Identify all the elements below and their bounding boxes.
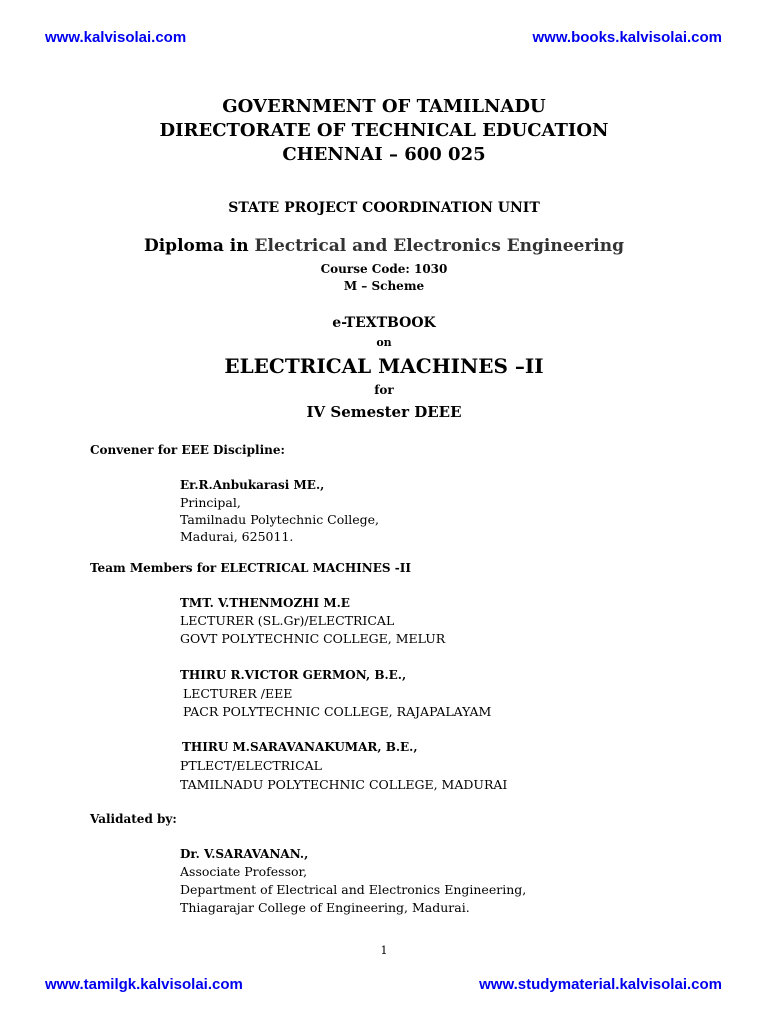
book-on: on — [376, 336, 392, 349]
page-number: 1 — [380, 944, 388, 957]
book-semester: IV Semester DEEE — [306, 403, 462, 421]
team-member-name: THIRU R.VICTOR GERMON, B.E., — [180, 668, 407, 682]
convener-line: Madurai, 625011. — [180, 529, 294, 544]
validator-line: Thiagarajar College of Engineering, Madurai. — [180, 900, 470, 915]
book-for: for — [374, 383, 394, 397]
team-member-name: THIRU M.SARAVANAKUMAR, B.E., — [182, 740, 418, 754]
validator-line: Department of Electrical and Electronics Engineering, — [180, 882, 527, 897]
scheme: M – Scheme — [343, 279, 425, 293]
header-left-link[interactable]: www.kalvisolai.com — [45, 29, 187, 46]
book-subject: ELECTRICAL MACHINES –II — [224, 354, 544, 378]
validator-line: Associate Professor, — [180, 864, 308, 879]
footer-left-link[interactable]: www.tamilgk.kalvisolai.com — [45, 976, 243, 993]
validator-heading: Validated by: — [90, 812, 177, 826]
title-line-3: CHENNAI – 600 025 — [282, 144, 486, 165]
diploma-title — [0, 236, 768, 256]
team-member-line: LECTURER /EEE — [183, 686, 293, 701]
title-line-2: DIRECTORATE OF TECHNICAL EDUCATION — [159, 120, 609, 141]
team-member-line: GOVT POLYTECHNIC COLLEGE, MELUR — [180, 631, 446, 646]
diploma-prefix: Diploma in — [143, 236, 249, 256]
footer-right-link[interactable]: www.studymaterial.kalvisolai.com — [479, 976, 722, 993]
team-member-line: TAMILNADU POLYTECHNIC COLLEGE, MADURAI — [180, 777, 508, 792]
unit-title: STATE PROJECT COORDINATION UNIT — [228, 200, 540, 216]
team-member-name: TMT. V.THENMOZHI M.E — [180, 596, 350, 610]
header-right-link[interactable]: www.books.kalvisolai.com — [532, 29, 722, 46]
team-member-line: PACR POLYTECHNIC COLLEGE, RAJAPALAYAM — [183, 704, 492, 719]
convener-heading: Convener for EEE Discipline: — [90, 443, 285, 457]
title-line-1: GOVERNMENT OF TAMILNADU — [222, 96, 546, 117]
validator-name: Dr. V.SARAVANAN., — [180, 847, 309, 861]
convener-line: Principal, — [180, 495, 241, 510]
team-member-line: PTLECT/ELECTRICAL — [180, 758, 322, 773]
team-member-line: LECTURER (SL.Gr)/ELECTRICAL — [180, 613, 395, 628]
team-heading: Team Members for ELECTRICAL MACHINES -II — [90, 561, 411, 575]
course-code: Course Code: 1030 — [320, 262, 448, 276]
convener-name: Er.R.Anbukarasi ME., — [180, 478, 325, 492]
book-type: e-TEXTBOOK — [332, 315, 436, 331]
diploma-program: Electrical and Electronics Engineering — [254, 236, 625, 256]
convener-line: Tamilnadu Polytechnic College, — [180, 512, 380, 527]
